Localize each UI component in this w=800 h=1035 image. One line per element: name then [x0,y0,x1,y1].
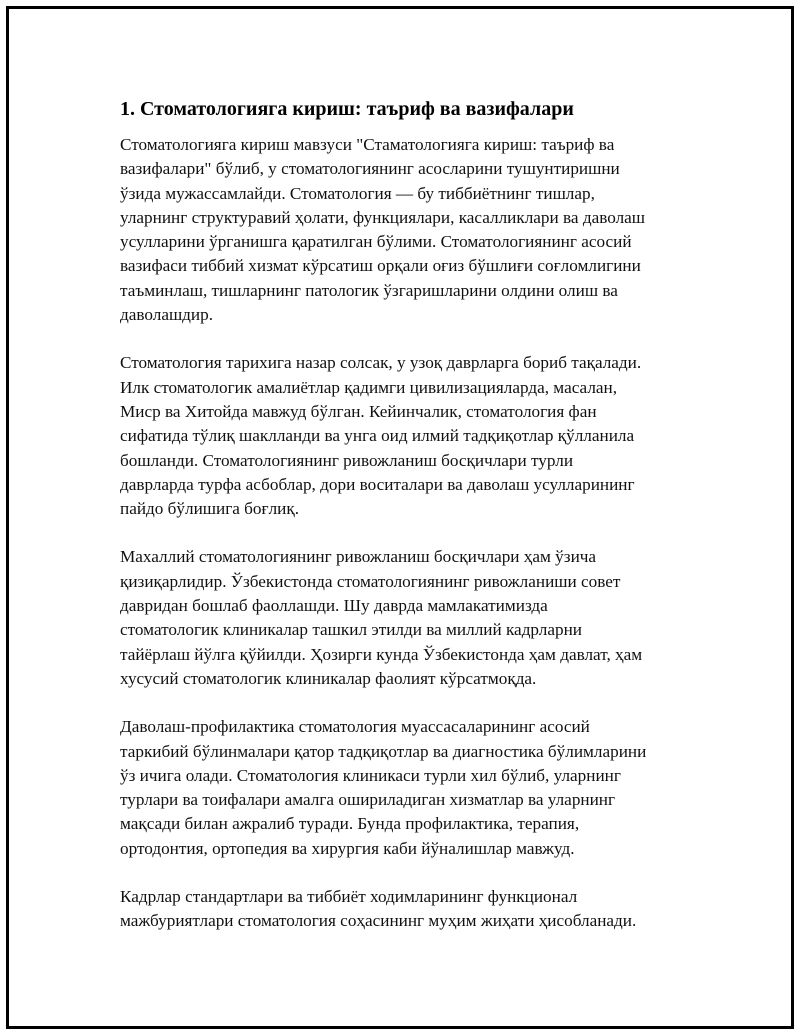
text-line: давридан бошлаб фаоллашди. Шу даврда мамлакатимизда [120,596,548,616]
text-line: мажбуриятлари стоматология соҳасининг муҳим жиҳати ҳисобланади. [120,911,637,931]
text-line: сифатида тўлиқ шаклланди ва унга оид илмий тадқиқотлар қўлланила [120,426,635,446]
text-line: ўз ичига олади. Стоматология клиникаси турли хил бўлиб, уларнинг [120,765,621,785]
paragraph-institutions [120,715,700,861]
text-line: турлари ва тоифалари амалга ошириладиган хизматлар ва уларнинг [120,790,616,810]
text-line: Стоматология тарихига назар солсак, у узоқ даврларга бориб тақалади. [120,353,642,373]
paragraph-staff-standards [120,885,700,934]
text-line: мақсади билан ажралиб туради. Бунда профилактика, терапия, [120,814,580,834]
text-line: қизиқарлидир. Ўзбекистонда стоматологиянинг ривожланиши совет [120,571,621,591]
text-line: стоматологик клиникалар ташкил этилди ва миллий кадрларни [120,620,582,640]
paragraph-local-development [120,545,700,691]
text-line: Махаллий стоматологиянинг ривожланиш босқичлари ҳам ўзича [120,547,597,567]
text-line: таркибий бўлинмалари қатор тадқиқотлар ва диагностика бўлимларини [120,741,647,761]
section-heading: 1. Стоматологияга кириш: таъриф ва вазифалари [120,98,574,120]
text-line: бошланди. Стоматологиянинг ривожланиш босқичлари турли [120,450,574,470]
text-line: таъминлаш, тишларнинг патологик ўзгаришларини олдини олиш ва [120,280,618,300]
text-line: Стоматологияга кириш мавзуси "Стаматологияга кириш: таъриф ва [120,135,615,154]
text-line: уларнинг структуравий ҳолати, функциялари, касалликлари ва даволаш [120,207,646,227]
text-line: даволашдир. [120,305,214,325]
text-line: ўзида мужассамлайди. Стоматология — бу тиббиётнинг тишлар, [120,183,595,203]
paragraph-introduction [120,133,700,327]
text-line: Илк стоматологик амалиётлар қадимги цивилизацияларда, масалан, [120,377,618,397]
text-line: усулларини ўрганишга қаратилган бўлими. Стоматологиянинг асосий [120,232,632,252]
text-line: вазифаси тиббий хизмат кўрсатиш орқали оғиз бўшлиғи соғломлигини [120,256,641,276]
text-line: Даволаш-профилактика стоматология муассасаларининг асосий [120,717,590,737]
document-body [120,95,700,958]
text-line: Кадрлар стандартлари ва тиббиёт ходимларининг функционал [120,887,578,907]
text-line: Миср ва Хитойда мавжуд бўлган. Кейинчалик, стоматология фан [120,401,597,421]
text-line: ортодонтия, ортопедия ва хирургия каби йўналишлар мавжуд. [120,838,575,858]
text-line: тайёрлаш йўлга қўйилди. Ҳозирги кунда Ўзбекистонда ҳам давлат, ҳам [120,644,643,664]
text-line: вазифалари" бўлиб, у стоматологиянинг асосларини тушунтиришни [120,159,620,179]
text-line: пайдо бўлишига боғлиқ. [120,499,299,519]
paragraph-history [120,351,700,521]
text-line: хусусий стоматологик клиникалар фаолият кўрсатмоқда. [120,668,537,688]
text-line: даврларда турфа асбоблар, дори воситалари ва даволаш усулларининг [120,474,635,494]
page-frame [6,6,794,1029]
